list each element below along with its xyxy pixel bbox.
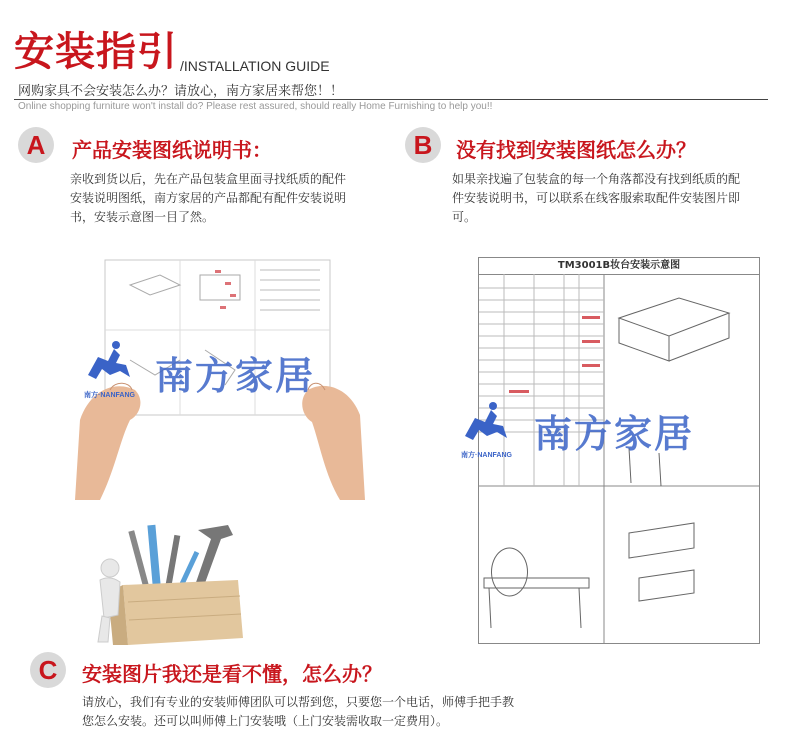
watermark-brand-small: 南方·NANFANG	[84, 392, 135, 399]
instruction-sheet-photo	[70, 240, 370, 505]
section-b-title: 没有找到安装图纸怎么办？	[456, 138, 696, 162]
toolbox-illustration	[88, 520, 258, 650]
section-b-line: 可。	[452, 210, 477, 224]
section-b-line: 如果亲找遍了包装盒的每一个角落都没有找到纸质的配	[452, 172, 741, 186]
header-divider	[14, 99, 768, 100]
section-a-line: 书，安装示意图一目了然。	[70, 210, 215, 224]
section-a-badge: A	[18, 127, 54, 163]
page-title-en: /INSTALLATION GUIDE	[180, 58, 330, 74]
section-c-line: 您怎么安装。还可以叫师傅上门安装哦（上门安装需收取一定费用）。	[82, 714, 449, 728]
watermark-brand: 南方家居	[155, 354, 316, 398]
section-b-badge: B	[405, 127, 441, 163]
section-a-line: 安装说明图纸，南方家居的产品都配有配件安装说明	[70, 191, 347, 205]
knight-logo-icon	[80, 335, 140, 390]
toolbox-icon	[88, 520, 258, 650]
section-c-text	[82, 693, 514, 731]
section-b-text	[452, 170, 740, 227]
section-a-line: 亲收到货以后，先在产品包装盒里面寻找纸质的配件	[70, 172, 347, 186]
section-b-line: 件安装说明书，可以联系在线客服索取配件安装图片即	[452, 191, 741, 205]
page-title: 安装指引	[14, 29, 178, 75]
section-c-title: 安装图片我还是看不懂，怎么办？	[82, 662, 382, 686]
page-subtitle-en: Online shopping furniture won't install do? Please rest assured, should really Home Furnishing to help you!!	[18, 101, 493, 112]
section-a-text	[70, 170, 346, 227]
assembly-diagram-sheet	[461, 257, 760, 644]
watermark-brand-small-2: 南方·NANFANG	[461, 452, 512, 459]
page-subtitle: 网购家具不会安装怎么办？请放心，南方家居来帮您！！	[18, 84, 344, 99]
knight-logo-icon-2	[457, 396, 517, 451]
section-c-badge: C	[30, 652, 66, 688]
section-a-title: 产品安装图纸说明书：	[72, 138, 272, 162]
watermark-brand-2: 南方家居	[534, 412, 695, 456]
diagram-title: TM3001B妆台安装示意图	[479, 258, 759, 275]
section-c-line: 请放心，我们有专业的安装师傅团队可以帮到您，只要您一个电话，师傅手把手教	[82, 695, 515, 709]
